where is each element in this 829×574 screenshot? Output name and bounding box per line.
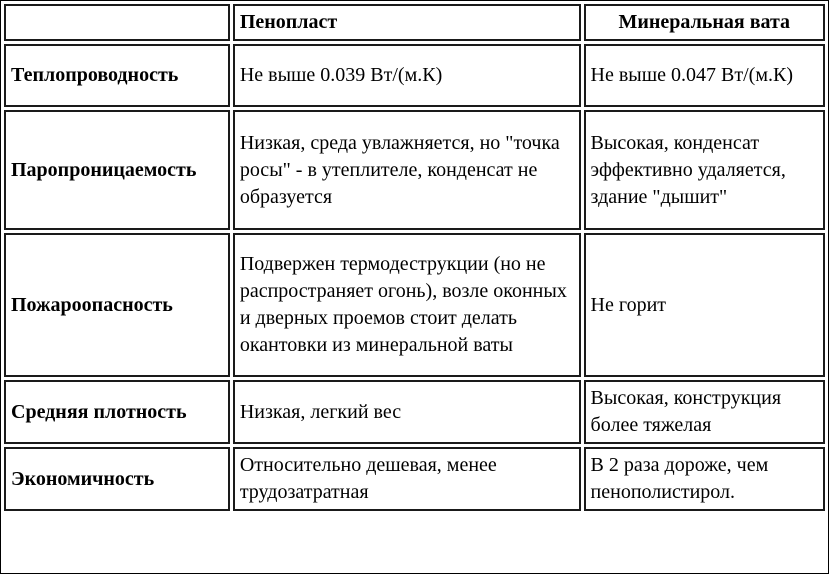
cell-penoplast-cost-efficiency: Относительно дешевая, менее трудозатратная <box>233 447 581 511</box>
cell-mineral-fire-hazard: Не горит <box>584 233 825 377</box>
table-row <box>4 447 825 511</box>
table-row <box>4 233 825 377</box>
cell-mineral-vapor-permeability: Высокая, конденсат эффективно удаляется, здание "дышит" <box>584 110 825 230</box>
cell-penoplast-fire-hazard: Подвержен термодеструкции (но не распространяет огонь), возле оконных и дверных проемов стоит делать окантовки из минеральной ваты <box>233 233 581 377</box>
cell-penoplast-average-density: Низкая, легкий вес <box>233 380 581 444</box>
table-row <box>4 44 825 107</box>
table-row <box>4 110 825 230</box>
row-label-average-density: Средняя плотность <box>4 380 230 444</box>
comparison-table <box>1 1 828 514</box>
cell-penoplast-vapor-permeability: Низкая, среда увлажняется, но "точка росы" - в утеплителе, конденсат не образуется <box>233 110 581 230</box>
row-label-thermal-conductivity: Теплопроводность <box>4 44 230 107</box>
table-row <box>4 380 825 444</box>
row-label-fire-hazard: Пожароопасность <box>4 233 230 377</box>
row-label-cost-efficiency: Экономичность <box>4 447 230 511</box>
header-empty-cell <box>4 4 230 41</box>
cell-mineral-thermal-conductivity: Не выше 0.047 Вт/(м.К) <box>584 44 825 107</box>
table-header-row <box>4 4 825 41</box>
header-penoplast: Пенопласт <box>233 4 581 41</box>
cell-mineral-cost-efficiency: В 2 раза дороже, чем пенополистирол. <box>584 447 825 511</box>
row-label-vapor-permeability: Паропроницаемость <box>4 110 230 230</box>
cell-mineral-average-density: Высокая, конструкция более тяжелая <box>584 380 825 444</box>
cell-penoplast-thermal-conductivity: Не выше 0.039 Вт/(м.К) <box>233 44 581 107</box>
header-mineral-wool: Минеральная вата <box>584 4 825 41</box>
